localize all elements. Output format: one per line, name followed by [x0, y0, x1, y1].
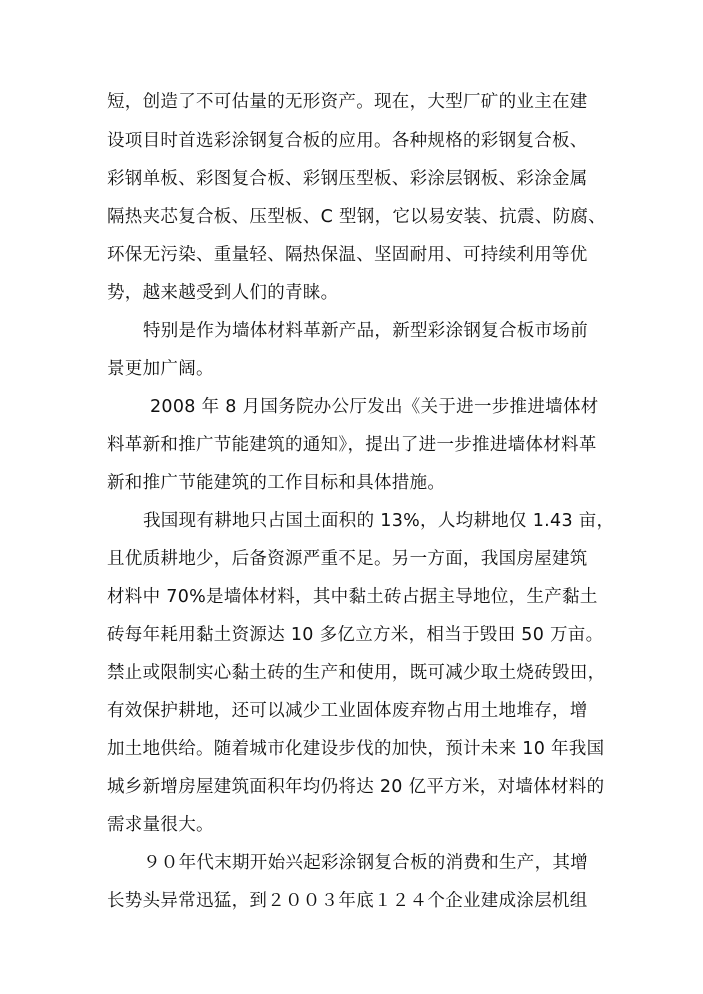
text-line: 彩钢单板、彩图复合板、彩钢压型板、彩涂层钢板、彩涂金属	[107, 169, 588, 189]
text-line: 短，创造了不可估量的无形资产。现在，大型厂矿的业主在建	[107, 92, 588, 112]
text-line: 需求量很大。	[107, 815, 214, 835]
text-line: ９０年代末期开始兴起彩涂钢复合板的消费和生产，其增	[143, 853, 588, 873]
text-line: 势，越来越受到人们的青睐。	[107, 283, 339, 303]
text-line: 新和推广节能建筑的工作目标和具体措施。	[107, 473, 446, 493]
text-line: 环保无污染、重量轻、隔热保温、坚固耐用、可持续利用等优	[107, 245, 588, 265]
text-line: 隔热夹芯复合板、压型板、C 型钢，它以易安装、抗震、防腐、	[107, 207, 606, 227]
text-line: 料革新和推广节能建筑的通知》，提出了进一步推进墙体材料革	[107, 435, 597, 455]
text-line: 城乡新增房屋建筑面积年均仍将达 20 亿平方米，对墙体材料的	[107, 777, 605, 797]
text-line: 砖每年耗用黏土资源达 10 多亿立方米，相当于毁田 50 万亩。	[107, 625, 604, 645]
text-line: 加土地供给。随着城市化建设步伐的加快，预计未来 10 年我国	[107, 739, 605, 759]
text-line: 有效保护耕地，还可以减少工业固体废弃物占用土地堆存，增	[107, 701, 588, 721]
text-line: 禁止或限制实心黏土砖的生产和使用，既可减少取土烧砖毁田，	[107, 663, 606, 683]
text-line: 2008 年 8 月国务院办公厅发出《关于进一步推进墙体材	[150, 397, 599, 417]
text-line: 我国现有耕地只占国土面积的 13%，人均耕地仅 1.43 亩，	[143, 511, 615, 531]
text-line: 特别是作为墙体材料革新产品，新型彩涂钢复合板市场前	[143, 321, 588, 341]
text-line: 材料中 70%是墙体材料，其中黏土砖占据主导地位，生产黏土	[107, 587, 598, 607]
text-line: 长势头异常迅猛，到２００３年底１２４个企业建成涂层机组	[107, 891, 588, 911]
text-line: 且优质耕地少，后备资源严重不足。另一方面，我国房屋建筑	[107, 549, 588, 569]
text-line: 景更加广阔。	[107, 359, 214, 379]
text-line: 设项目时首选彩涂钢复合板的应用。各种规格的彩钢复合板、	[107, 131, 588, 151]
